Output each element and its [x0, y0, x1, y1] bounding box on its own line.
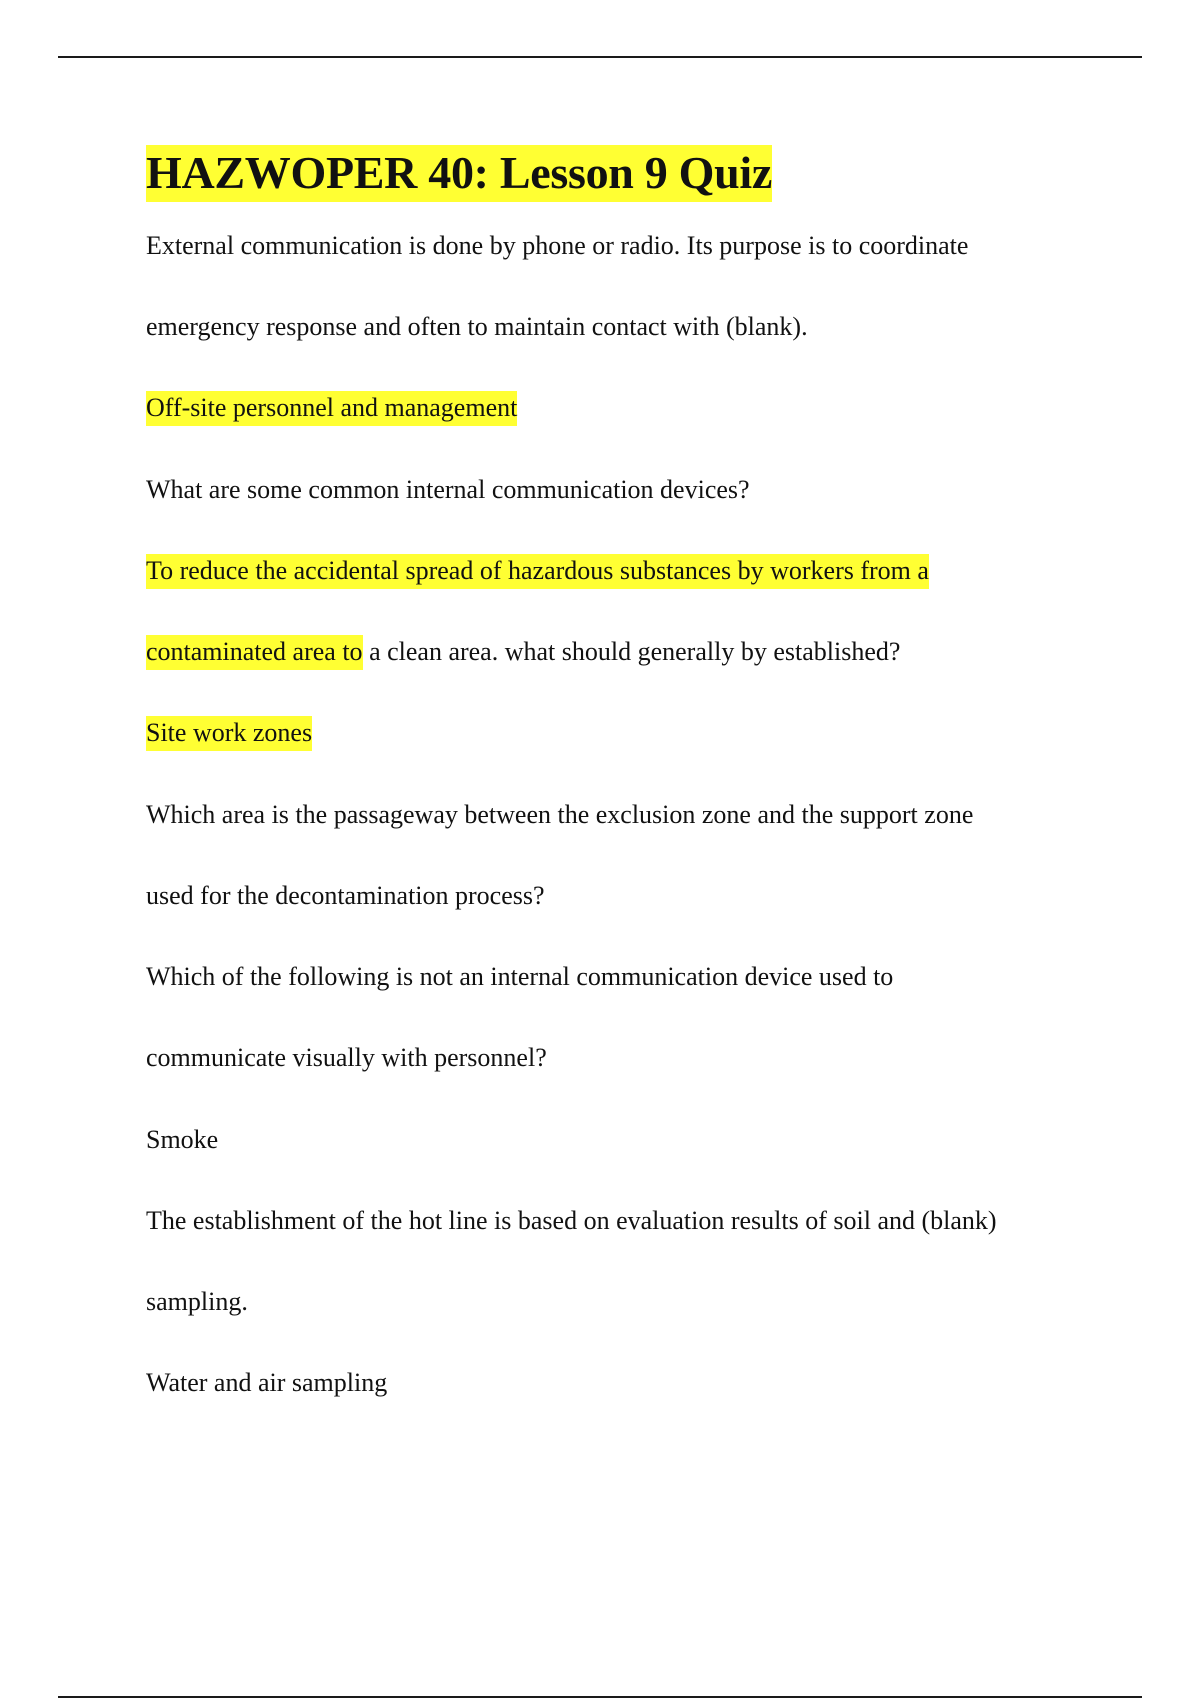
- question-4-line-1: Which area is the passageway between the exclusion zone and the support zone: [146, 800, 974, 829]
- question-5-line-1: Which of the following is not an internal communication device used to: [146, 962, 894, 991]
- question-2: What are some common internal communication devices?: [146, 475, 750, 504]
- question-4-line-2: used for the decontamination process?: [146, 881, 545, 910]
- answer-3-highlight: Site work zones: [146, 716, 312, 751]
- answer-1-highlight: Off-site personnel and management: [146, 391, 517, 426]
- top-rule: [58, 56, 1142, 58]
- answer-5: Smoke: [146, 1125, 219, 1154]
- question-3-line-2-highlight: contaminated area to: [146, 635, 363, 670]
- title-highlight: HAZWOPER 40: Lesson 9 Quiz: [146, 145, 772, 202]
- question-3-line-1-highlight: To reduce the accidental spread of hazardous substances by workers from a: [146, 554, 929, 589]
- question-6-line-1: The establishment of the hot line is based on evaluation results of soil and (blank): [146, 1206, 997, 1235]
- answer-3: [146, 715, 312, 751]
- question-3-line-2-rest: a clean area. what should generally by established?: [362, 637, 901, 666]
- question-1-line-1: External communication is done by phone or radio. Its purpose is to coordinate: [146, 231, 969, 260]
- question-3-line-1: [146, 553, 929, 589]
- bottom-rule: [58, 1696, 1142, 1698]
- answer-1: [146, 390, 517, 426]
- question-5-line-2: communicate visually with personnel?: [146, 1043, 547, 1072]
- question-1-line-2: emergency response and often to maintain contact with (blank).: [146, 312, 808, 341]
- question-6-line-2: sampling.: [146, 1287, 248, 1316]
- answer-6: Water and air sampling: [146, 1368, 388, 1397]
- question-3-line-2: [146, 634, 900, 670]
- document-title: [146, 144, 772, 202]
